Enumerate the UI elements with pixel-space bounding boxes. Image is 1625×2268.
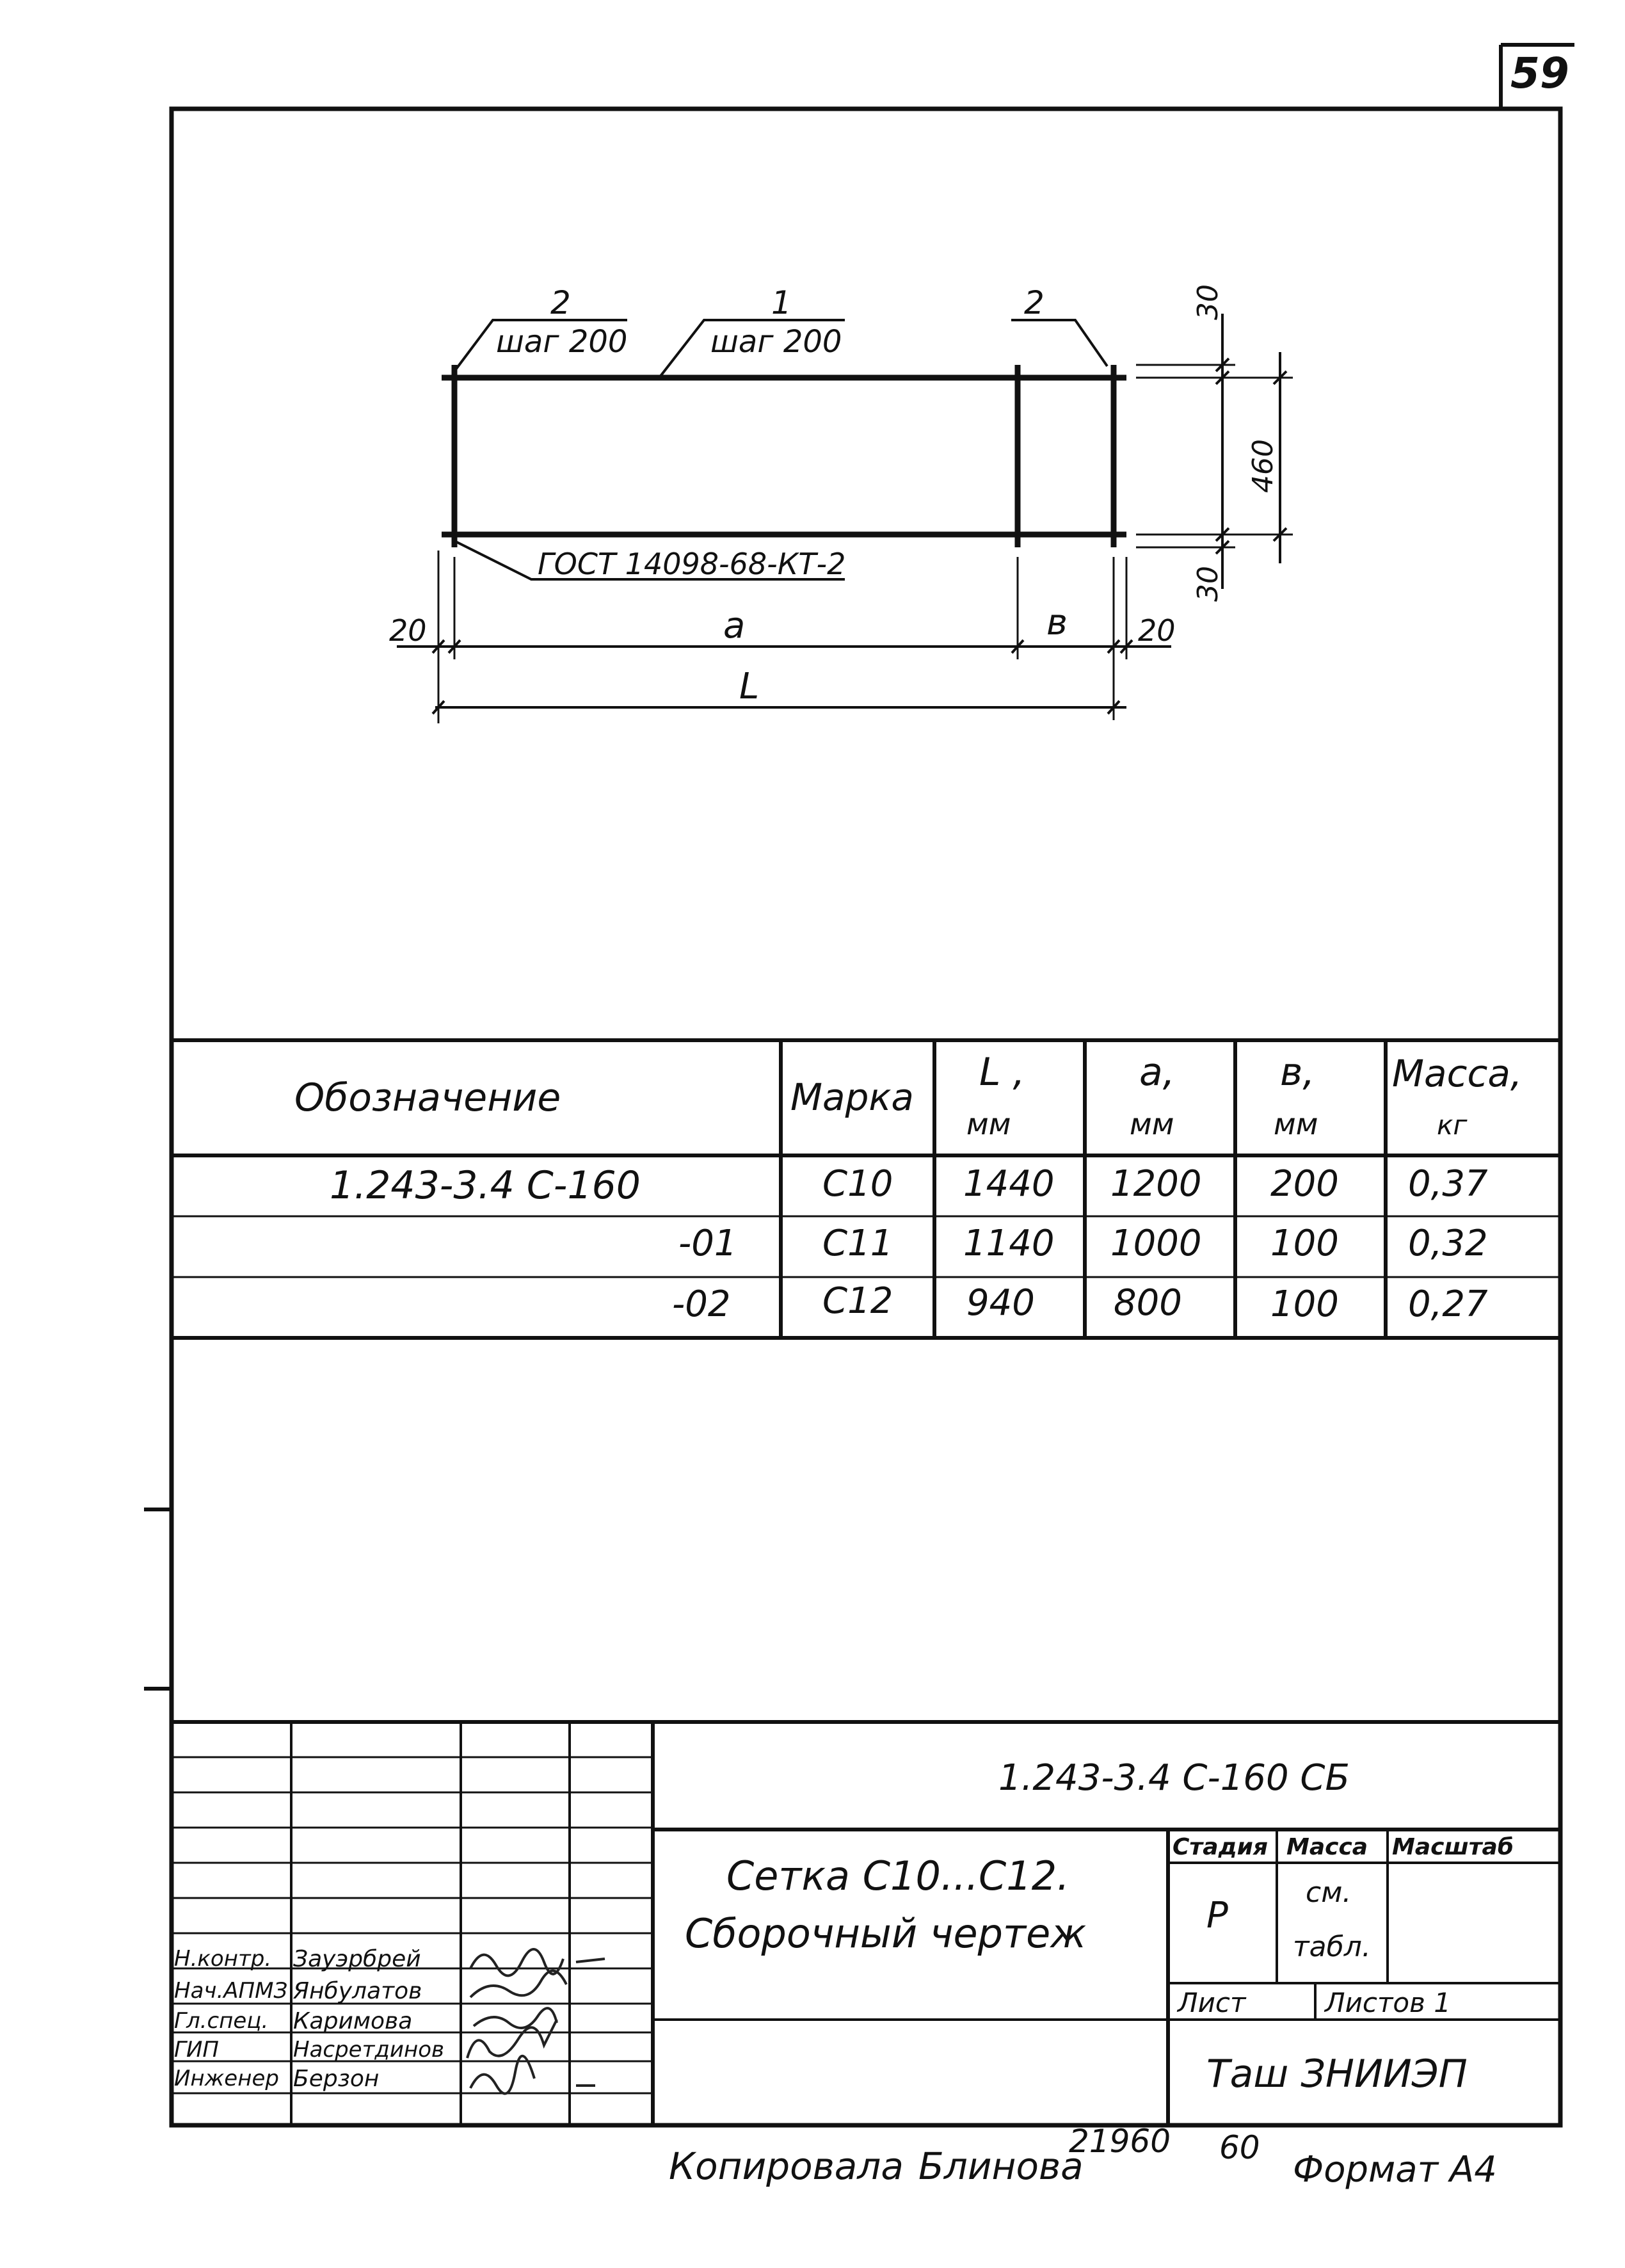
- row2-b: 100: [1270, 1223, 1339, 1264]
- row3-a: 800: [1114, 1282, 1182, 1324]
- footer-code-2: 60: [1219, 2129, 1260, 2166]
- sheet-format: Формат А4: [1293, 2149, 1497, 2191]
- copied-by-label: Копировала: [669, 2144, 904, 2188]
- mass-value-1: см.: [1306, 1876, 1352, 1909]
- copier-name: Блинова: [918, 2144, 1084, 2188]
- header-mass: Масса,: [1392, 1052, 1523, 1095]
- signer-role-2: Нач.АПМЗ: [174, 1978, 288, 2004]
- row3-L: 940: [966, 1282, 1035, 1324]
- header-mass-unit: кг: [1437, 1109, 1468, 1141]
- header-mark: Марка: [790, 1075, 914, 1119]
- dim-b: в: [1046, 602, 1068, 643]
- row2-mark: С11: [822, 1223, 893, 1264]
- header-designation: Обозначение: [294, 1075, 561, 1120]
- rebar2-left-position: 2: [550, 284, 571, 321]
- signer-name-1: Зауэрбрей: [293, 1946, 421, 1972]
- row1-mass: 0,37: [1408, 1163, 1488, 1205]
- row3-b: 100: [1270, 1283, 1339, 1325]
- row3-mark: С12: [822, 1280, 893, 1322]
- signer-role-4: ГИП: [174, 2037, 219, 2063]
- signer-role-3: Гл.спец.: [174, 2008, 269, 2034]
- mass-label: Масса: [1286, 1834, 1368, 1860]
- row3-mass: 0,27: [1408, 1283, 1488, 1325]
- header-a: a,: [1139, 1050, 1175, 1095]
- signer-role-1: Н.контр.: [174, 1946, 272, 1972]
- row1-L: 1440: [963, 1163, 1055, 1205]
- header-a-unit: мм: [1130, 1107, 1174, 1141]
- header-b: в,: [1280, 1050, 1315, 1095]
- page-number: 59: [1510, 49, 1569, 98]
- stage-label: Стадия: [1173, 1834, 1268, 1860]
- rebar1-position: 1: [771, 284, 792, 321]
- rebar2-left-step: шаг 200: [496, 324, 628, 360]
- dim-bottom-offset: 30: [1192, 566, 1224, 602]
- row3-designation: -02: [672, 1283, 731, 1325]
- doc-code: 1.243-3.4 С-160 СБ: [998, 1757, 1350, 1799]
- sheets-label: Листов 1: [1325, 1987, 1451, 2018]
- signer-role-5: Инженер: [174, 2066, 279, 2091]
- footer-code-1: 21960: [1069, 2123, 1171, 2160]
- rebar2-right-position: 2: [1024, 284, 1045, 321]
- row2-designation: -01: [678, 1223, 737, 1264]
- signer-name-3: Каримова: [293, 2008, 413, 2034]
- row2-mass: 0,32: [1408, 1223, 1488, 1264]
- scale-label: Масштаб: [1392, 1834, 1514, 1860]
- signer-name-5: Берзон: [293, 2066, 380, 2092]
- dim-a: a: [723, 605, 746, 647]
- mass-value-2: табл.: [1293, 1931, 1371, 1963]
- dim-top-offset: 30: [1192, 284, 1224, 320]
- weld-note: ГОСТ 14098-68-КТ-2: [538, 547, 846, 581]
- row1-designation: 1.243-3.4 С-160: [330, 1163, 641, 1208]
- row2-a: 1000: [1110, 1223, 1202, 1264]
- stage-value: Р: [1206, 1895, 1228, 1936]
- dim-L: L: [739, 666, 760, 707]
- row1-b: 200: [1270, 1163, 1339, 1205]
- dim-left-margin: 20: [389, 613, 427, 648]
- dim-right-margin: 20: [1138, 613, 1176, 648]
- signer-name-4: Насретдинов: [293, 2037, 445, 2063]
- header-b-unit: мм: [1274, 1107, 1318, 1141]
- row2-L: 1140: [963, 1223, 1055, 1264]
- dim-height: 460: [1247, 439, 1279, 493]
- row1-a: 1200: [1110, 1163, 1202, 1205]
- row1-mark: С10: [822, 1163, 893, 1205]
- signer-name-2: Янбулатов: [293, 1978, 422, 2004]
- sheet-label: Лист: [1178, 1987, 1246, 2018]
- title-line-1: Сетка С10...С12.: [726, 1853, 1069, 1899]
- rebar1-step: шаг 200: [710, 324, 842, 360]
- header-L: L ,: [979, 1050, 1025, 1095]
- organization: Таш ЗНИИЭП: [1206, 2052, 1468, 2096]
- title-line-2: Сборочный чертеж: [685, 1910, 1087, 1957]
- header-L-unit: мм: [966, 1107, 1011, 1141]
